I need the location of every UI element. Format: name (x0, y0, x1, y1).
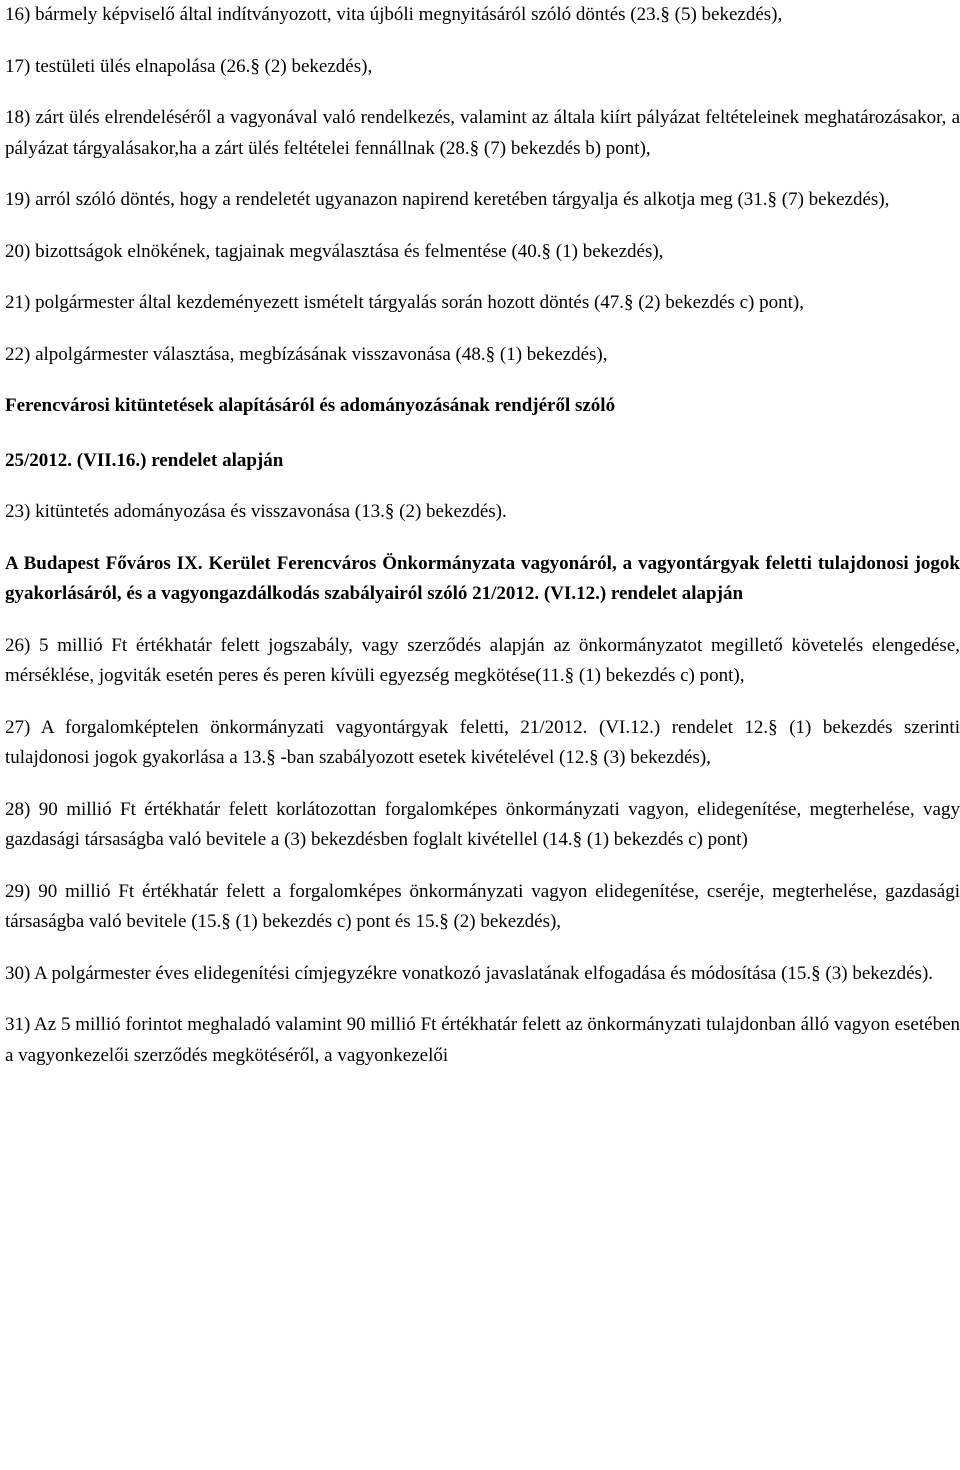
section-heading-ferencvarosi-line2: 25/2012. (VII.16.) rendelet alapján (5, 449, 284, 471)
section-heading-budapest: A Budapest Főváros IX. Kerület Ferencváros Önkormányzata vagyonáról, a vagyontárgyak feletti tulajdonosi jogok gyakorlásáról, és a vagyongazdálkodás szabályairól szóló 21/2012. (VI.12.) rendelet alapján (5, 552, 960, 604)
list-item-21: 21) polgármester által kezdeményezett ismételt tárgyalás során hozott döntés (47.§ (2) bekezdés c) pont), (5, 292, 804, 313)
list-item-23: 23) kitüntetés adományozása és visszavonása (13.§ (2) bekezdés). (5, 501, 507, 522)
list-item-22: 22) alpolgármester választása, megbízásának visszavonása (48.§ (1) bekezdés), (5, 343, 608, 365)
list-item-20: 20) bizottságok elnökének, tagjainak megválasztása és felmentése (40.§ (1) bekezdés), (5, 240, 664, 262)
list-item-18: 18) zárt ülés elrendeléséről a vagyonával való rendelkezés, valamint az általa kiírt pályázat feltételeinek meghatározásakor, a pályázat tárgyalásakor,ha a zárt ülés feltételei fennállnak (28.§ (7) bekezdés b) pont), (5, 107, 960, 159)
list-item-16: 16) bármely képviselő által indítványozott, vita újbóli megnyitásáról szóló döntés (23.§ (5) bekezdés), (5, 4, 783, 25)
document-page (5, 0, 960, 1071)
list-item-19: 19) arról szóló döntés, hogy a rendeletét ugyanazon napirend keretében tárgyalja és alkotja meg (31.§ (7) bekezdés), (5, 189, 890, 210)
section-heading-ferencvarosi-line1: Ferencvárosi kitüntetések alapításáról és adományozásának rendjéről szóló (5, 395, 616, 416)
list-item-30: 30) A polgármester éves elidegenítési címjegyzékre vonatkozó javaslatának elfogadása és módosítása (15.§ (3) bekezdés). (5, 962, 934, 984)
list-item-27: 27) A forgalomképtelen önkormányzati vagyontárgyak feletti, 21/2012. (VI.12.) rendelet 12.§ (1) bekezdés szerinti tulajdonosi jogok gyakorlása a 13.§ -ban szabályozott esetek kivételével (12.§ (3) bekezdés), (5, 716, 960, 768)
list-item-28: 28) 90 millió Ft értékhatár felett korlátozottan forgalomképes önkormányzati vagyon, elidegenítése, megterhelése, vagy gazdasági társaságba való bevitele a (3) bekezdésben foglalt kivétellel (14.§ (1) bekezdés c) pont) (5, 798, 960, 850)
list-item-26: 26) 5 millió Ft értékhatár felett jogszabály, vagy szerződés alapján az önkormányzatot megillető követelés elengedése, mérséklése, jogviták esetén peres és peren kívüli egyezség megkötése(11.§ (1) bekezdés c) pont), (5, 634, 960, 686)
list-item-29: 29) 90 millió Ft értékhatár felett a forgalomképes önkormányzati vagyon elidegenítése, cseréje, megterhelése, gazdasági társaságba való bevitele (15.§ (1) bekezdés c) pont és 15.§ (2) bekezdés), (5, 880, 960, 932)
list-item-31: 31) Az 5 millió forintot meghaladó valamint 90 millió Ft értékhatár felett az önkormányzati tulajdonban álló vagyon esetében a vagyonkezelői szerződés megkötéséről, a vagyonkezelői (5, 1014, 960, 1066)
list-item-17: 17) testületi ülés elnapolása (26.§ (2) bekezdés), (5, 55, 373, 77)
